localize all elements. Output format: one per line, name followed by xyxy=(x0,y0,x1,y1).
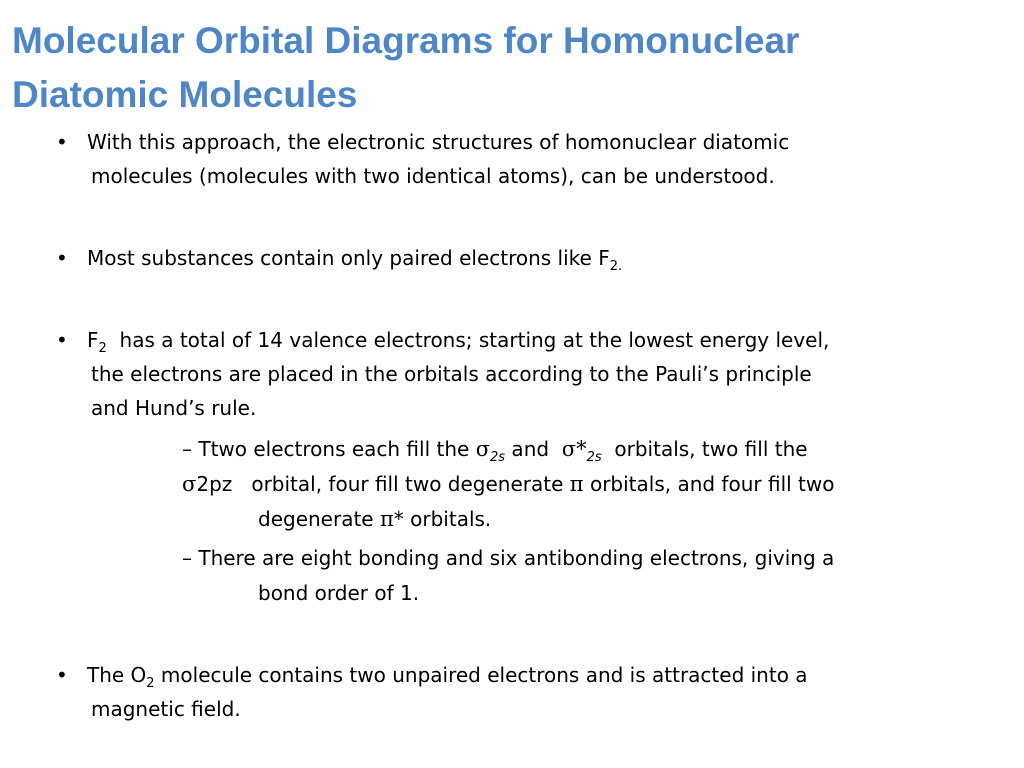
sub-bullet-dash: – xyxy=(182,437,192,461)
subscript: 2 xyxy=(146,676,155,691)
sub-bullet-1-text-b: and xyxy=(505,437,562,461)
subscript: 2 xyxy=(98,341,107,356)
bullet-marker: • xyxy=(56,663,68,687)
sub-bullet-1-text-f: degenerate xyxy=(258,507,380,531)
sigma-star-symbol: σ* xyxy=(561,437,587,461)
slide-title-line-1: Molecular Orbital Diagrams for Homonuclear xyxy=(12,20,800,61)
sub-bullet-1-text-d: 2pz orbital, four fill two degenerate xyxy=(196,472,570,496)
sub-bullet-1-text-g: * orbitals. xyxy=(393,507,492,531)
bullet-4-text: molecule contains two unpaired electrons and is attracted into a xyxy=(154,663,808,687)
bullet-3-line-1 xyxy=(87,323,829,357)
bullet-2-text: Most substances contain only paired electrons like F xyxy=(87,246,610,270)
sub-bullet-1-text-a: Ttwo electrons each fill the xyxy=(192,437,476,461)
bullet-marker: • xyxy=(56,246,68,270)
sub-bullet-2-line-2: bond order of 1. xyxy=(258,581,420,605)
sub-bullet-1-line-2 xyxy=(182,467,834,501)
slide-title xyxy=(12,14,992,122)
sub-bullet-dash: – xyxy=(182,546,192,570)
sigma-symbol: σ xyxy=(475,437,491,461)
subscript: 2s xyxy=(586,450,602,465)
sub-bullet-1-text-c: orbitals, two fill the xyxy=(601,437,808,461)
bullet-1-line-2: molecules (molecules with two identical atoms), can be understood. xyxy=(91,164,775,188)
bullet-3-text: has a total of 14 valence electrons; starting at the lowest energy level, xyxy=(106,328,830,352)
pi-symbol: π xyxy=(379,507,394,531)
bullet-3-line-2: the electrons are placed in the orbitals according to the Pauli’s principle xyxy=(91,362,812,386)
sub-bullet-1-text-e: orbitals, and four fill two xyxy=(583,472,835,496)
bullet-1-line-1: With this approach, the electronic structures of homonuclear diatomic xyxy=(87,130,790,154)
bullet-4-line-2: magnetic field. xyxy=(91,697,241,721)
sub-bullet-1-line-3 xyxy=(258,502,491,536)
bullet-2-line-1 xyxy=(87,241,622,275)
bullet-4-line-1 xyxy=(87,658,808,692)
sub-bullet-2-line-1 xyxy=(182,541,834,575)
pi-symbol: π xyxy=(569,472,584,496)
sub-bullet-1-line-1 xyxy=(182,432,808,466)
sigma-symbol: σ xyxy=(182,472,197,496)
bullet-4-prefix: The O xyxy=(87,663,147,687)
subscript: 2. xyxy=(609,259,623,274)
bullet-marker: • xyxy=(56,328,68,352)
bullet-3-line-3: and Hund’s rule. xyxy=(91,396,257,420)
bullet-marker: • xyxy=(56,130,68,154)
sub-bullet-2-text: There are eight bonding and six antibonding electrons, giving a xyxy=(192,546,835,570)
subscript: 2s xyxy=(490,450,506,465)
slide-title-line-2: Diatomic Molecules xyxy=(12,74,358,115)
bullet-3-prefix: F xyxy=(87,328,99,352)
